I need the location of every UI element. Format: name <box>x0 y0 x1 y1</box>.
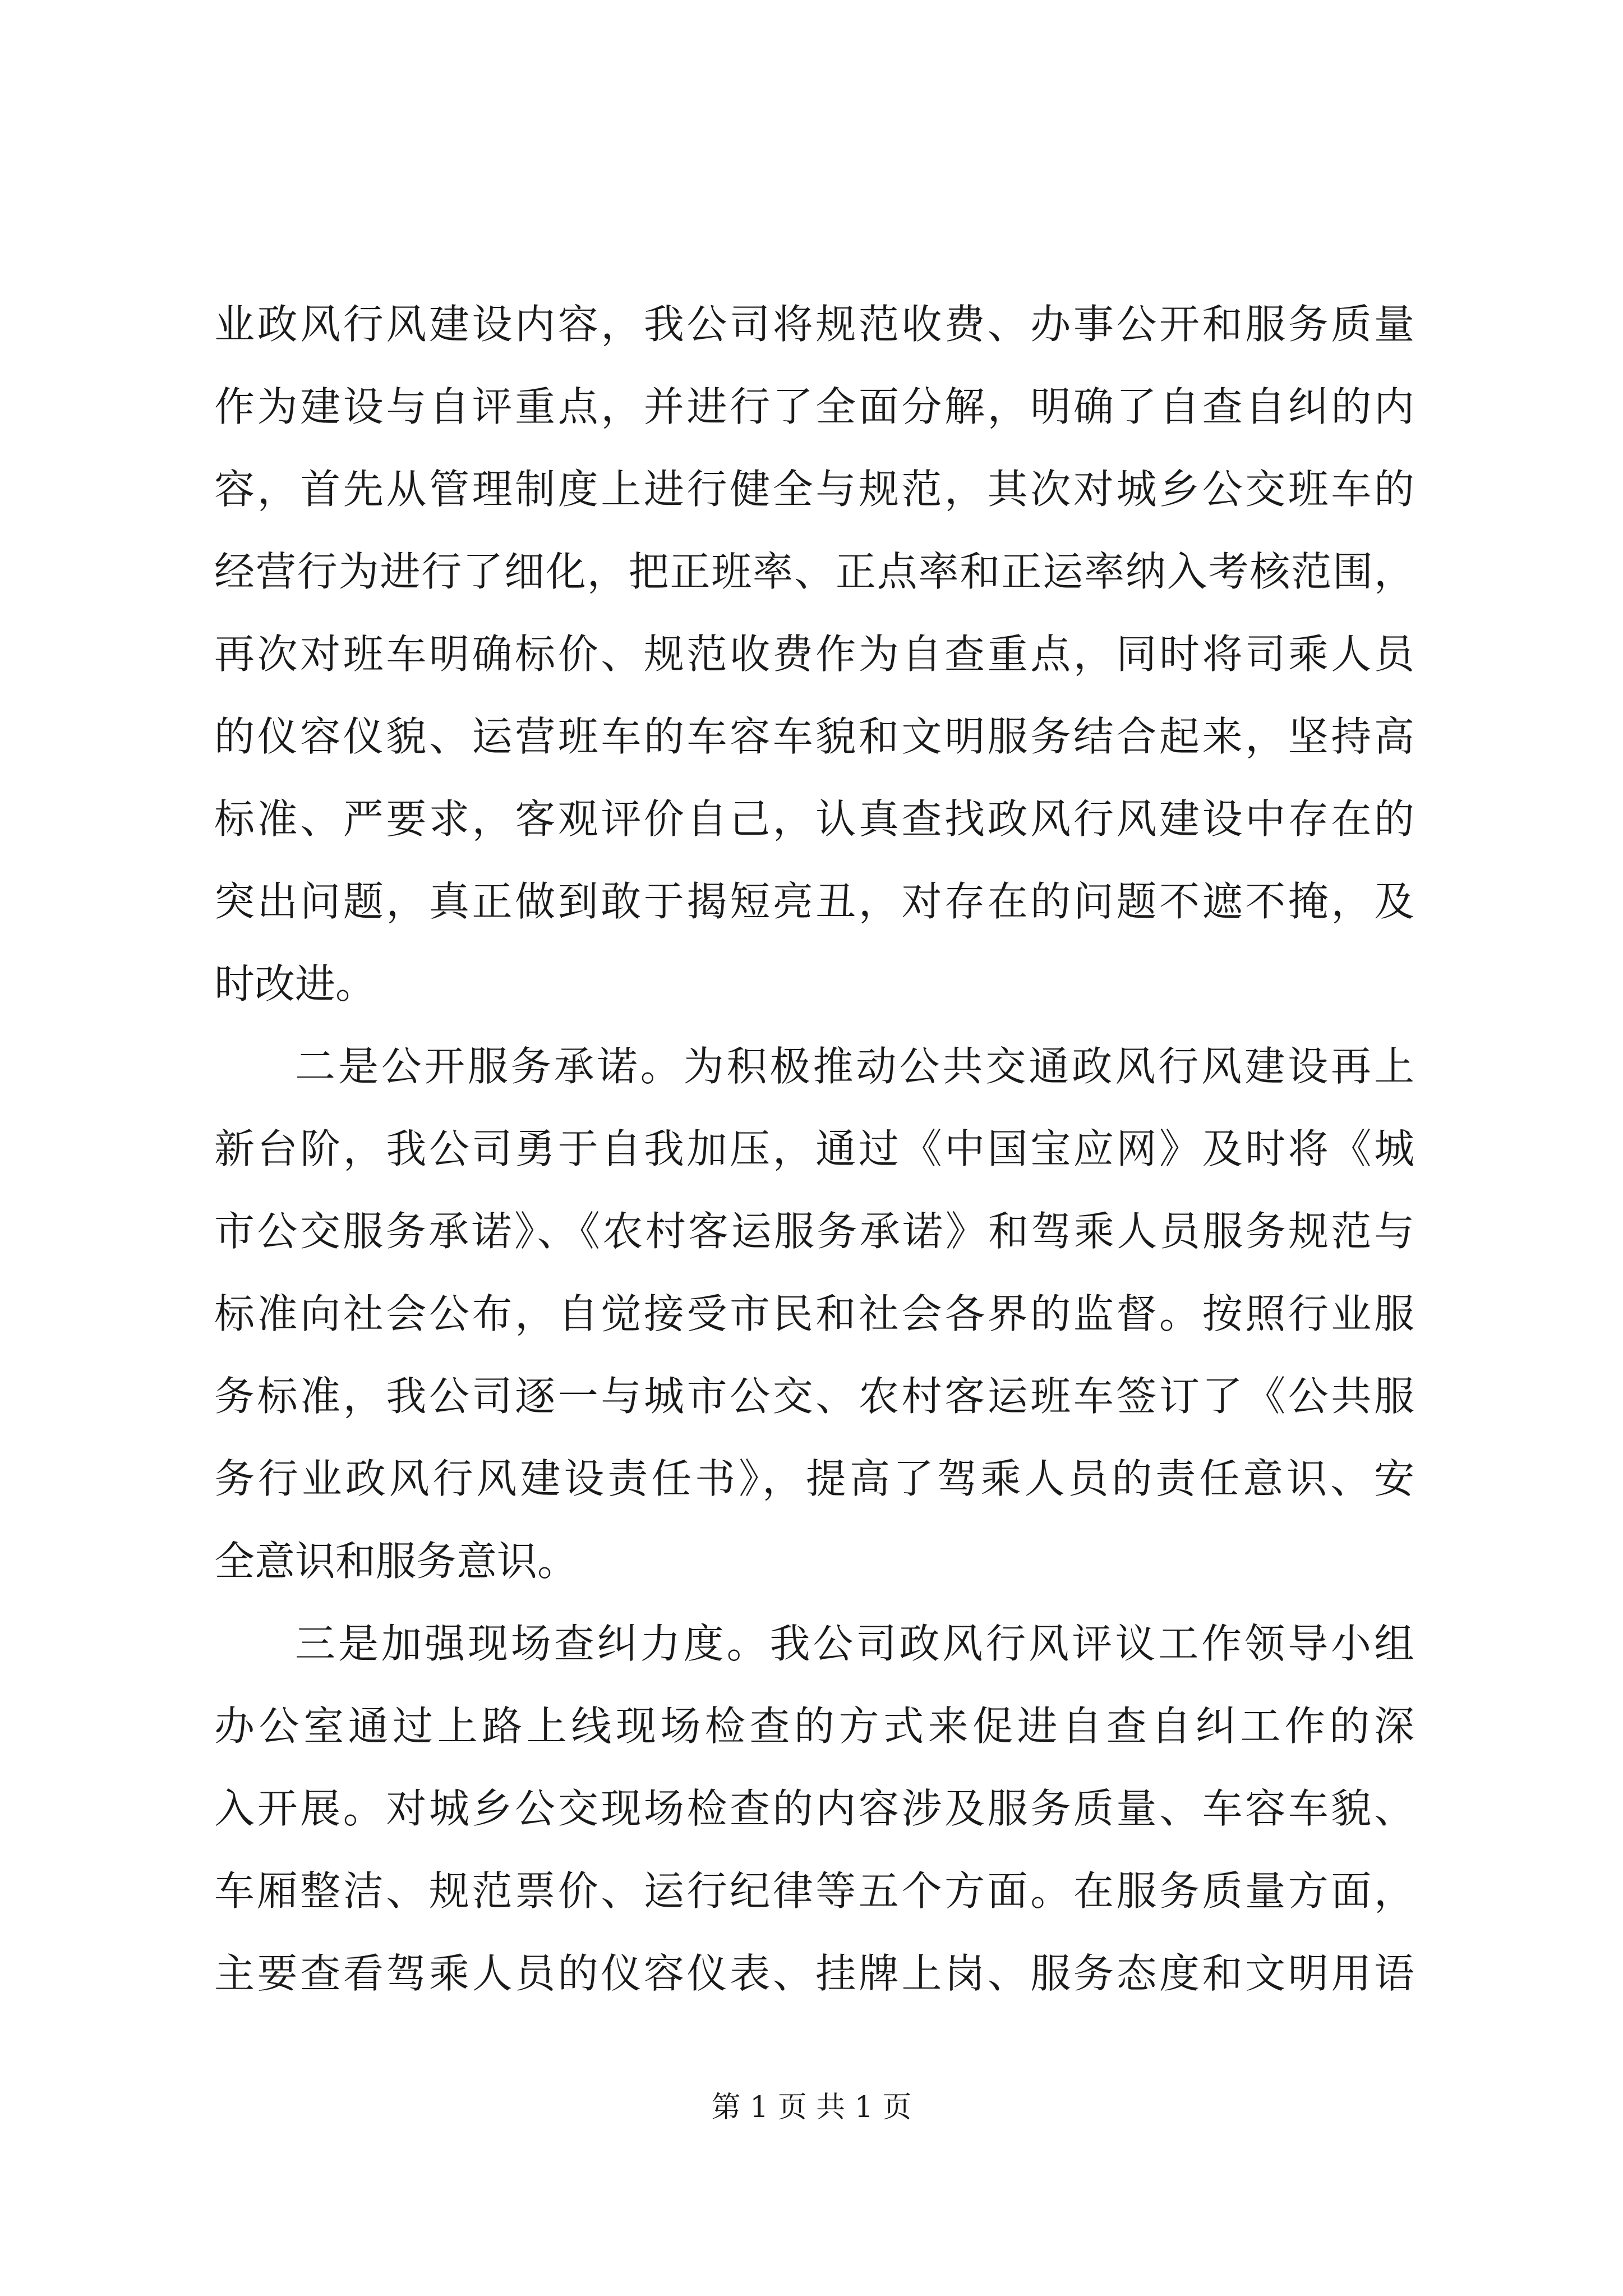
text-line: 容，首先从管理制度上进行健全与规范，其次对城乡公交班车的 <box>214 466 1414 513</box>
page-number-footer: 第 1 页 共 1 页 <box>711 2091 912 2124</box>
text-line: 作为建设与自评重点，并进行了全面分解，明确了自查自纠的内 <box>214 383 1414 430</box>
text-line: 务行业政风行风建设责任书》，提高了驾乘人员的责任意识、安 <box>214 1455 1414 1502</box>
text-line: 办公室通过上路上线现场检查的方式来促进自查自纠工作的深 <box>214 1703 1414 1750</box>
text-line: 的仪容仪貌、运营班车的车容车貌和文明服务结合起来，坚持高 <box>214 713 1414 760</box>
text-line: 标准、严要求，客观评价自己，认真查找政风行风建设中存在的 <box>214 795 1414 843</box>
text-line: 再次对班车明确标价、规范收费作为自查重点，同时将司乘人员 <box>214 631 1414 678</box>
paragraph-first-line: 二是公开服务承诺。为积极推动公共交通政风行风建设再上 <box>295 1043 1414 1090</box>
document-body <box>214 283 1414 2015</box>
text-line: 时改进。 <box>214 960 376 1007</box>
text-line: 市公交服务承诺》、《农村客运服务承诺》和驾乘人员服务规范与 <box>214 1208 1414 1255</box>
text-line: 务标准，我公司逐一与城市公交、农村客运班车签订了《公共服 <box>214 1373 1414 1420</box>
text-line: 经营行为进行了细化，把正班率、正点率和正运率纳入考核范围， <box>214 548 1414 595</box>
text-line: 入开展。对城乡公交现场检查的内容涉及服务质量、车容车貌、 <box>214 1785 1414 1832</box>
text-line: 新台阶，我公司勇于自我加压，通过《中国宝应网》及时将《城 <box>214 1125 1414 1172</box>
text-line: 业政风行风建设内容，我公司将规范收费、办事公开和服务质量 <box>214 301 1414 348</box>
text-line: 主要查看驾乘人员的仪容仪表、挂牌上岗、服务态度和文明用语 <box>214 1950 1414 1997</box>
text-line: 突出问题，真正做到敢于揭短亮丑，对存在的问题不遮不掩，及 <box>214 878 1414 925</box>
text-line: 车厢整洁、规范票价、运行纪律等五个方面。在服务质量方面， <box>214 1867 1414 1915</box>
text-line: 标准向社会公布，自觉接受市民和社会各界的监督。按照行业服 <box>214 1290 1414 1337</box>
paragraph-first-line: 三是加强现场查纠力度。我公司政风行风评议工作领导小组 <box>295 1620 1414 1667</box>
text-line: 全意识和服务意识。 <box>214 1538 578 1585</box>
